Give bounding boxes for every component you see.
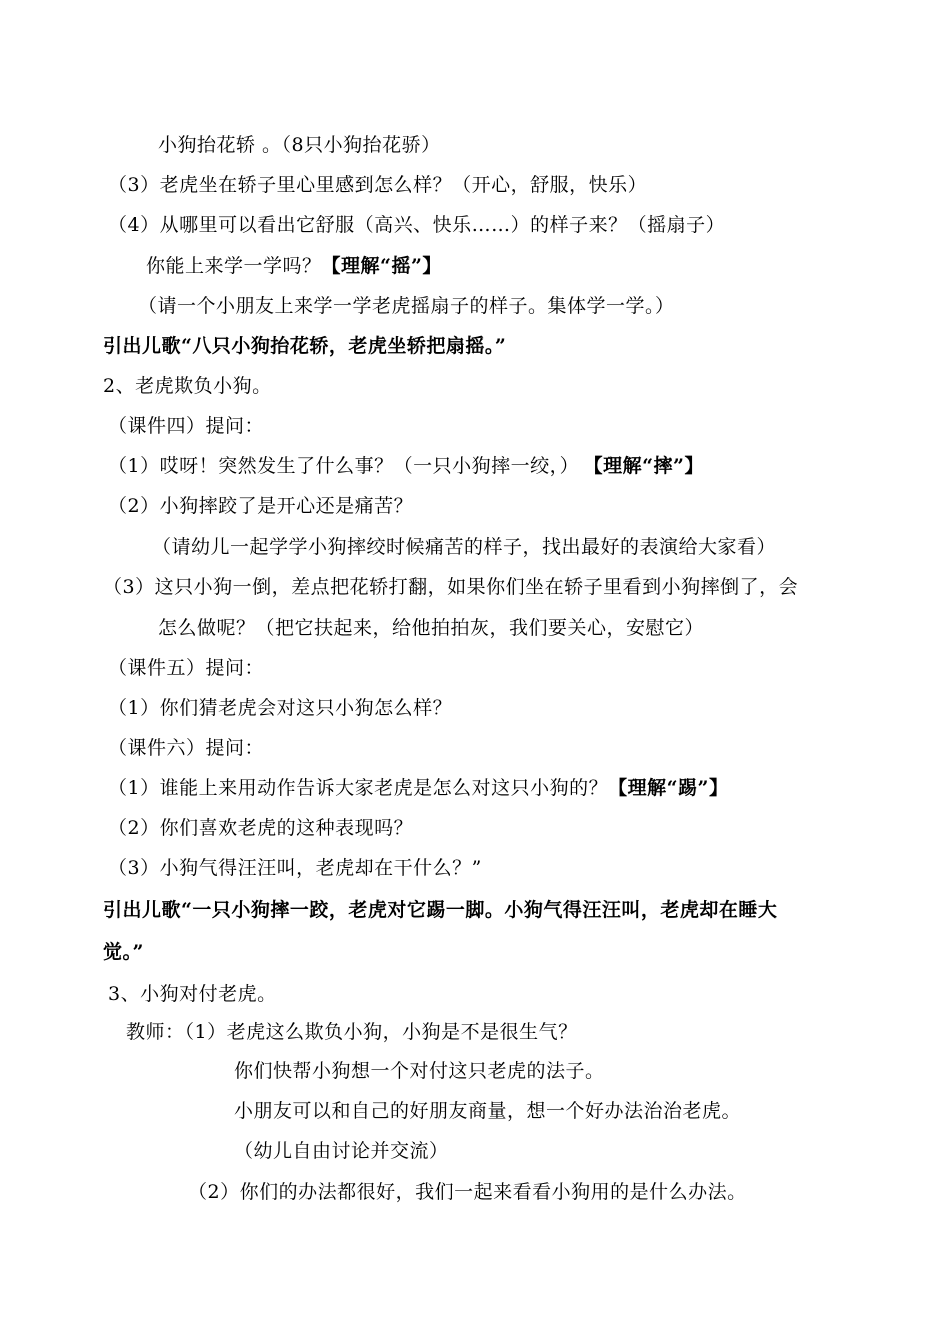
text-line-22	[108, 982, 277, 1006]
text-line-12	[103, 575, 798, 599]
text-line-7	[103, 374, 272, 398]
text-line-5	[138, 294, 675, 318]
line-text: （课件四）提问：	[108, 415, 265, 437]
line-text: 你们快帮小狗想一个对付这只老虎的法子。	[234, 1060, 605, 1082]
line-text: （3）这只小狗一倒，差点把花轿打翻，如果你们坐在轿子里看到小狗摔倒了，会	[103, 576, 799, 598]
text-line-27	[188, 1180, 747, 1204]
line-text: 引出儿歌“八只小狗抬花轿，老虎坐轿把扇摇。”	[103, 335, 507, 357]
line-text: 你能上来学一学吗？	[146, 255, 322, 277]
line-text: 2、老虎欺负小狗。	[103, 375, 272, 397]
line-text: 怎么做呢？（把它扶起来，给他拍拍灰，我们要关心，安慰它）	[158, 617, 705, 639]
text-line-26	[234, 1139, 449, 1163]
line-text: （2）你们喜欢老虎的这种表现吗？	[108, 817, 414, 839]
text-line-25	[234, 1099, 741, 1123]
text-line-2	[108, 173, 647, 197]
text-line-14	[108, 656, 264, 680]
text-line-23	[126, 1020, 578, 1044]
text-line-10	[108, 494, 413, 518]
line-text: 3、小狗对付老虎。	[108, 983, 277, 1005]
text-line-17	[108, 776, 728, 800]
line-text: （3）小狗气得汪汪叫，老虎却在干什么？”	[108, 857, 482, 879]
line-text: （1）谁能上来用动作告诉大家老虎是怎么对这只小狗的？	[108, 777, 609, 799]
text-line-6	[103, 334, 506, 358]
text-line-15	[108, 696, 452, 720]
line-text: （课件五）提问：	[108, 657, 265, 679]
line-text: （2）小狗摔跤了是开心还是痛苦？	[108, 495, 414, 517]
line-text: （请幼儿一起学学小狗摔绞时候痛苦的样子，找出最好的表演给大家看）	[152, 536, 777, 558]
text-line-20	[103, 898, 777, 922]
line-text: （幼儿自由讨论并交流）	[234, 1140, 449, 1162]
line-text: 小朋友可以和自己的好朋友商量，想一个好办法治治老虎。	[234, 1100, 742, 1122]
emphasis-label: 【理解“踢”】	[608, 777, 729, 799]
text-line-4	[146, 254, 442, 278]
text-line-11	[152, 535, 776, 559]
text-line-13	[158, 616, 704, 640]
text-line-8	[108, 414, 264, 438]
text-line-9	[108, 454, 704, 478]
line-text: （请一个小朋友上来学一学老虎摇扇子的样子。集体学一学。）	[138, 295, 675, 317]
text-line-3	[108, 213, 725, 237]
text-line-24	[234, 1059, 605, 1083]
line-text: （4）从哪里可以看出它舒服（高兴、快乐……）的样子来？（摇扇子）	[108, 214, 726, 236]
emphasis-label: 【理解“摔”】	[593, 455, 704, 477]
line-text: 教师：（1）老虎这么欺负小狗，小狗是不是很生气？	[126, 1021, 578, 1043]
text-line-1	[158, 133, 441, 157]
emphasis-label: 【理解“摇”】	[321, 255, 442, 277]
text-line-19	[108, 856, 482, 880]
line-text: 引出儿歌“一只小狗摔一跤，老虎对它踢一脚。小狗气得汪汪叫，老虎却在睡大	[103, 899, 778, 921]
line-text: （2）你们的办法都很好，我们一起来看看小狗用的是什么办法。	[188, 1181, 747, 1203]
line-text: （1）哎呀！突然发生了什么事？（一只小狗摔一绞，）	[108, 455, 580, 477]
text-line-21	[103, 940, 144, 964]
line-text: 小狗抬花轿 。（8只小狗抬花骄）	[158, 134, 441, 156]
line-text: （课件六）提问：	[108, 737, 265, 759]
line-text: （1）你们猜老虎会对这只小狗怎么样？	[108, 697, 453, 719]
text-line-18	[108, 816, 413, 840]
text-line-16	[108, 736, 264, 760]
line-text: （3）老虎坐在轿子里心里感到怎么样？（开心，舒服，快乐）	[108, 174, 648, 196]
line-text: 觉。”	[103, 941, 144, 963]
